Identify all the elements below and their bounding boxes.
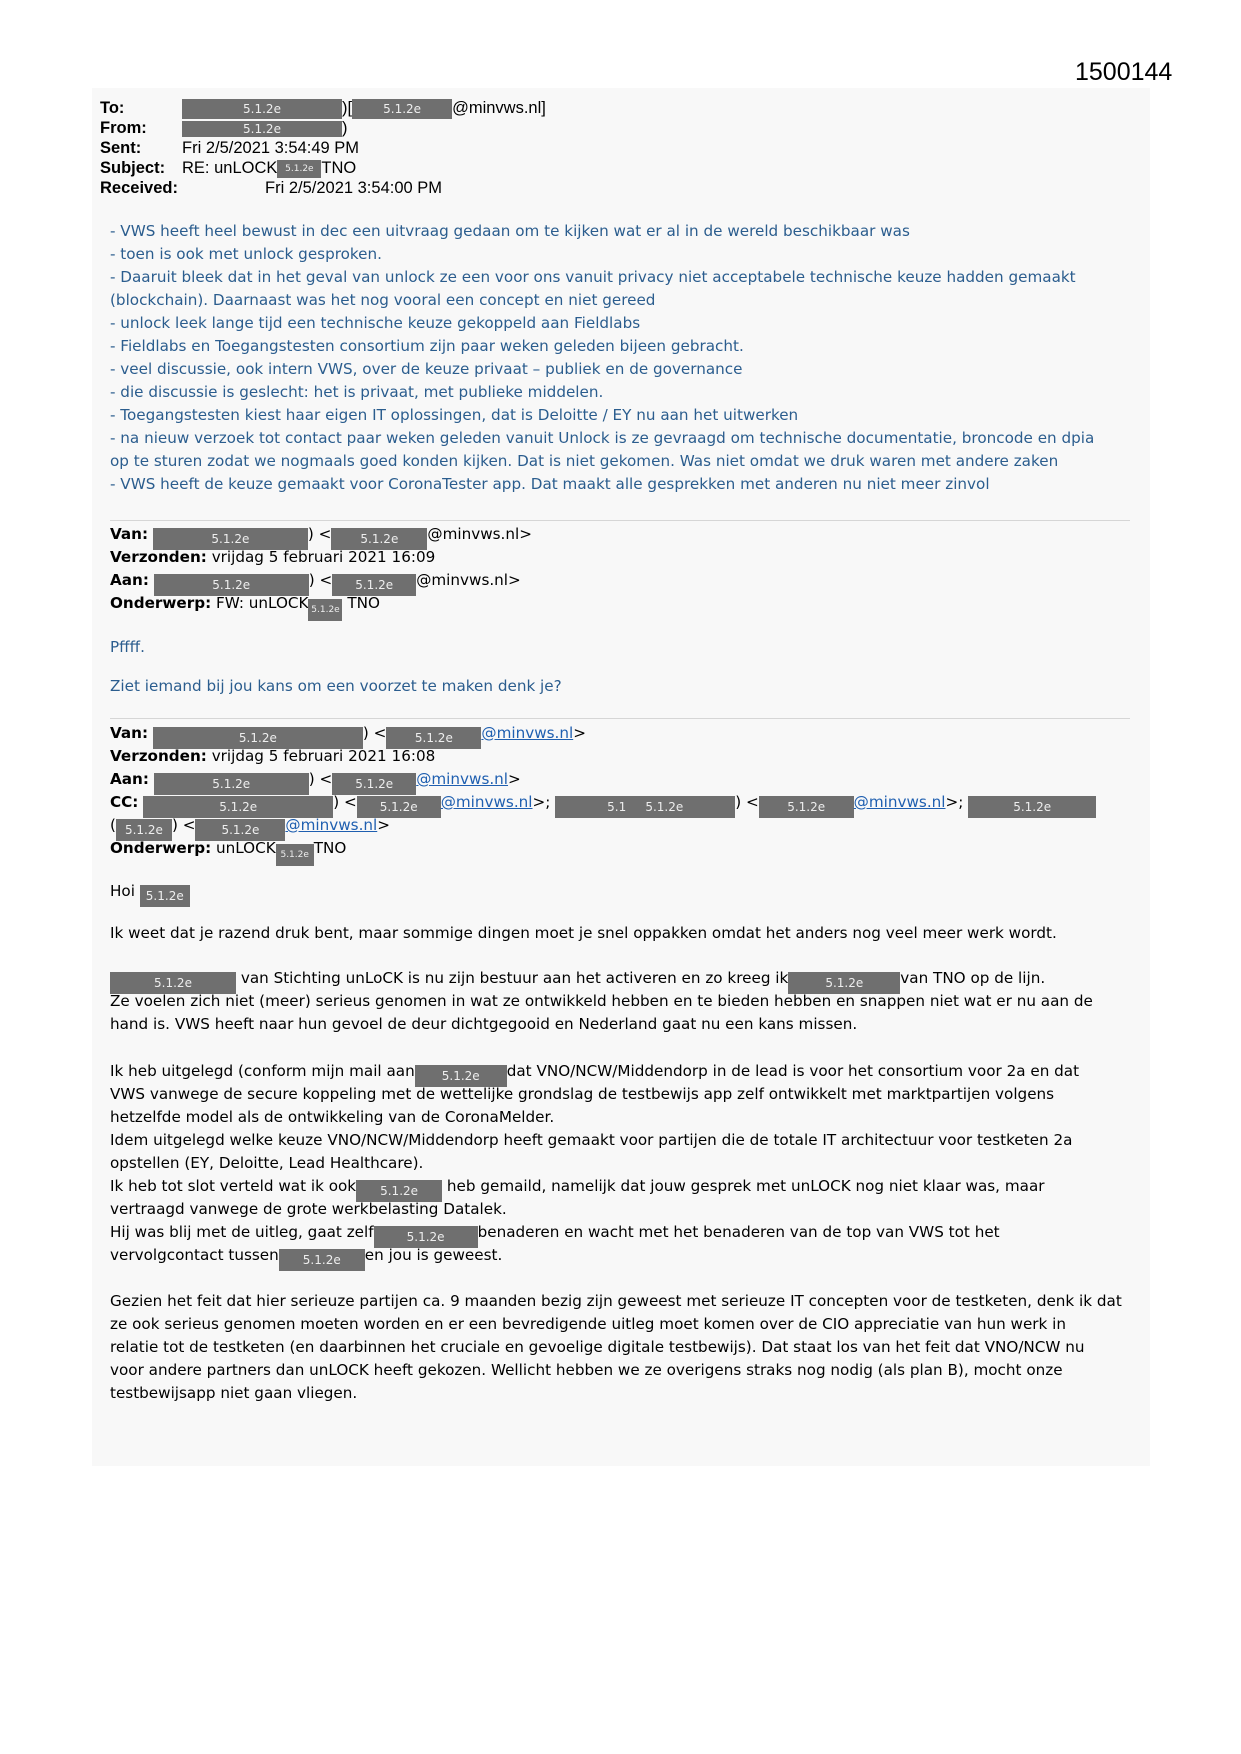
- redaction: 5.1.2e: [759, 796, 854, 818]
- to-paren: )[: [342, 99, 353, 117]
- subject-prefix: RE: unLOCK: [182, 159, 278, 177]
- to-domain: @minvws.nl]: [452, 99, 546, 117]
- msg2-aan: Aan: 5.1.2e ) < 5.1.2e @minvws.nl>: [110, 768, 521, 795]
- from-label: From:: [100, 119, 147, 137]
- reply-line: - Daaruit bleek dat in het geval van unlock ze een voor ons vanuit privacy niet acceptabele technische keuze hadden gemaakt: [110, 268, 1076, 286]
- msg2-p3-line7: vertraagd vanwege de grote werkbelasting Datalek.: [110, 1200, 507, 1218]
- redaction: 5.1.2e: [110, 972, 236, 994]
- received-value: Fri 2/5/2021 3:54:00 PM: [265, 179, 443, 197]
- msg2-onderwerp: Onderwerp: unLOCK 5.1.2e TNO: [110, 837, 346, 866]
- msg2-p3-line5: opstellen (EY, Deloitte, Lead Healthcare).: [110, 1154, 424, 1172]
- msg2-p3-line9: vervolgcontact tussen 5.1.2e en jou is geweest.: [110, 1244, 502, 1271]
- redaction: 5.1.2e: [374, 1226, 478, 1248]
- msg2-p2-line2: Ze voelen zich niet (meer) serieus genomen in wat ze ontwikkeld hebben en te bieden hebben en snappen niet wat er nu aan de: [110, 992, 1093, 1010]
- reply-line: (blockchain). Daarnaast was het nog vooral een concept en niet gereed: [110, 291, 656, 309]
- separator: [110, 718, 1130, 719]
- redaction: 5.1.2e: [386, 727, 481, 749]
- msg2-p4-line1: Gezien het feit dat hier serieuze partijen ca. 9 maanden bezig zijn geweest met serieuze IT concepten voor de testketen, denk ik dat: [110, 1292, 1122, 1310]
- email-link[interactable]: @minvws.nl: [440, 793, 533, 811]
- to-label: To:: [100, 99, 125, 117]
- redaction: 5.1.2e: [356, 1180, 442, 1202]
- msg2-p4-line3: relatie tot de testketen (en daarbinnen het cruciale en gevoelige digitale testbewijs). Dat staat los van het feit dat VNO/NCW nu: [110, 1338, 1085, 1356]
- reply-line: - na nieuw verzoek tot contact paar weken geleden vanuit Unlock is ze gevraagd om technische documentatie, broncode en dpia: [110, 429, 1095, 447]
- msg2-p3-line1: Ik heb uitgelegd (conform mijn mail aan 5.1.2e dat VNO/NCW/Middendorp in de lead is voor het consortium voor 2a en dat: [110, 1060, 1079, 1087]
- reply-line: - veel discussie, ook intern VWS, over de keuze privaat – publiek en de governance: [110, 360, 743, 378]
- redaction: 5.1.2e: [788, 972, 900, 994]
- redaction: 5.1.2e: [352, 99, 452, 119]
- msg1-onderwerp: Onderwerp: FW: unLOCK 5.1.2e TNO: [110, 592, 380, 621]
- separator: [110, 520, 1130, 521]
- msg2-p2-line3: hand is. VWS heeft naar hun gevoel de deur dichtgegooid en Nederland gaat nu een kans missen.: [110, 1015, 858, 1033]
- redaction: 5.1.2e: [182, 99, 342, 119]
- email-link[interactable]: @minvws.nl: [853, 793, 946, 811]
- msg1-body-2: Ziet iemand bij jou kans om een voorzet te maken denk je?: [110, 677, 562, 695]
- redaction: 5.1.2e: [195, 819, 285, 841]
- email-link[interactable]: @minvws.nl: [416, 770, 509, 788]
- msg2-cc: CC: 5.1.2e ) < 5.1.2e @minvws.nl>; 5.1 5.1.2e ) < 5.1.2e @minvws.nl>; 5.1.2e: [110, 791, 1096, 818]
- redaction: 5.1.2e: [332, 574, 416, 596]
- redaction: 5.1.2e: [968, 796, 1096, 818]
- msg2-greeting: Hoi 5.1.2e: [110, 880, 190, 907]
- received-label: Received:: [100, 179, 178, 197]
- reply-line: - unlock leek lange tijd een technische keuze gekoppeld aan Fieldlabs: [110, 314, 641, 332]
- msg2-verzonden: Verzonden: vrijdag 5 februari 2021 16:08: [110, 747, 436, 765]
- redaction: 5.1.2e: [279, 1249, 365, 1271]
- reply-line: - toen is ook met unlock gesproken.: [110, 245, 382, 263]
- redaction: 5.1.2e: [277, 160, 321, 178]
- reply-line: op te sturen zodat we nogmaals goed konden kijken. Dat is niet gekomen. Was niet omdat we druk waren met andere zaken: [110, 452, 1059, 470]
- msg2-p3-line3: hetzelfde model als de ontwikkeling van de CoronaMelder.: [110, 1108, 555, 1126]
- msg2-p4-line5: testbewijsapp niet gaan vliegen.: [110, 1384, 358, 1402]
- reply-line: - Toegangstesten kiest haar eigen IT oplossingen, dat is Deloitte / EY nu aan het uitwerken: [110, 406, 799, 424]
- redaction: 5.1.2e: [153, 727, 363, 749]
- sent-value: Fri 2/5/2021 3:54:49 PM: [182, 139, 360, 157]
- redaction: 5.1 5.1.2e: [555, 796, 735, 818]
- redaction: 5.1.2e: [154, 574, 309, 596]
- msg2-cc-cont: ( 5.1.2e ) < 5.1.2e @minvws.nl>: [110, 814, 390, 841]
- reply-line: - Fieldlabs en Toegangstesten consortium zijn paar weken geleden bijeen gebracht.: [110, 337, 744, 355]
- reply-line: - die discussie is geslecht: het is privaat, met publieke middelen.: [110, 383, 604, 401]
- document-id: 1500144: [1075, 58, 1173, 86]
- msg2-p3-line8: Hij was blij met de uitleg, gaat zelf 5.1.2e benaderen en wacht met het benaderen van de top van VWS tot het: [110, 1221, 1000, 1248]
- subject-label: Subject:: [100, 159, 166, 177]
- msg2-p3-line6: Ik heb tot slot verteld wat ik ook 5.1.2e heb gemaild, namelijk dat jouw gesprek met unLOCK nog niet klaar was, maar: [110, 1175, 1045, 1202]
- reply-line: - VWS heeft heel bewust in dec een uitvraag gedaan om te kijken wat er al in de wereld beschikbaar was: [110, 222, 910, 240]
- msg2-p2-line1: 5.1.2e van Stichting unLoCK is nu zijn bestuur aan het activeren en zo kreeg ik 5.1.2e van TNO op de lijn.: [110, 967, 1045, 994]
- redaction: 5.1.2e: [143, 796, 333, 818]
- msg1-verzonden: Verzonden: vrijdag 5 februari 2021 16:09: [110, 548, 436, 566]
- redaction: 5.1.2e: [116, 819, 172, 841]
- redaction: 5.1.2e: [140, 885, 190, 907]
- redaction: 5.1.2e: [331, 528, 427, 550]
- msg2-van: Van: 5.1.2e ) < 5.1.2e @minvws.nl>: [110, 722, 586, 749]
- email-link[interactable]: @minvws.nl: [481, 724, 574, 742]
- subject-suffix: TNO: [321, 159, 357, 177]
- msg2-p4-line2: ze ook serieus genomen moeten worden en er een bevredigende uitleg moet komen over de CIO appreciatie van hun werk in: [110, 1315, 1066, 1333]
- msg2-p1: Ik weet dat je razend druk bent, maar sommige dingen moet je snel oppakken omdat het anders nog veel meer werk wordt.: [110, 924, 1057, 942]
- redaction: 5.1.2e: [308, 599, 342, 621]
- reply-line: - VWS heeft de keuze gemaakt voor CoronaTester app. Dat maakt alle gesprekken met anderen nu niet meer zinvol: [110, 475, 990, 493]
- redaction: 5.1.2e: [154, 773, 309, 795]
- msg1-van: Van: 5.1.2e ) < 5.1.2e @minvws.nl>: [110, 523, 532, 550]
- from-paren: ): [342, 119, 348, 137]
- redaction: 5.1.2e: [153, 528, 308, 550]
- msg1-body-1: Pffff.: [110, 638, 145, 656]
- redaction: 5.1.2e: [332, 773, 416, 795]
- redaction: 5.1.2e: [415, 1065, 507, 1087]
- msg2-p3-line2: VWS vanwege de secure koppeling met de wettelijke grondslag de testbewijs app zelf ontwikkelt met marktpartijen volgens: [110, 1085, 1055, 1103]
- msg2-p3-line4: Idem uitgelegd welke keuze VNO/NCW/Middendorp heeft gemaakt voor partijen die de totale IT architectuur voor testketen 2a: [110, 1131, 1073, 1149]
- msg2-p4-line4: voor andere partners dan unLOCK heeft gekozen. Wellicht hebben we ze overigens straks nog nodig (als plan B), mocht onze: [110, 1361, 1063, 1379]
- redaction: 5.1.2e: [182, 121, 342, 137]
- redaction: 5.1.2e: [357, 796, 441, 818]
- redaction: 5.1.2e: [276, 844, 314, 866]
- email-link[interactable]: @minvws.nl: [285, 816, 378, 834]
- sent-label: Sent:: [100, 139, 142, 157]
- msg1-aan: Aan: 5.1.2e ) < 5.1.2e @minvws.nl>: [110, 569, 521, 596]
